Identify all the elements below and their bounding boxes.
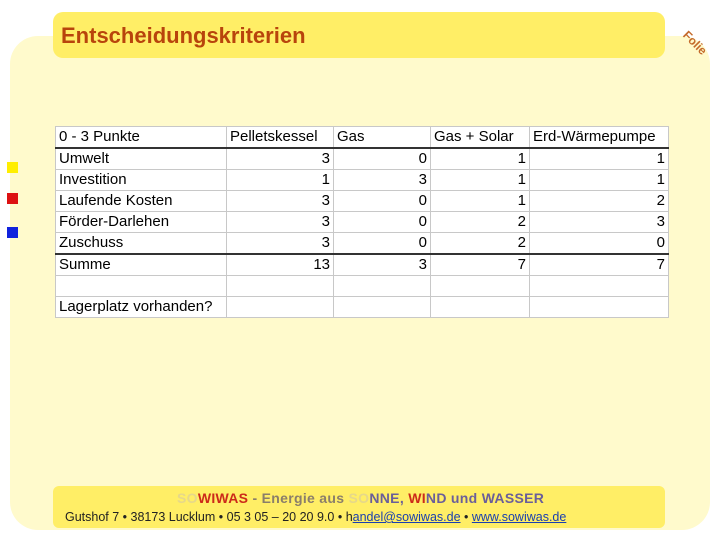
table-cell: 3	[334, 170, 431, 191]
corner-label: Folie	[680, 28, 710, 58]
title-bar	[53, 12, 665, 58]
tagline-part: NNE,	[369, 490, 409, 506]
empty-cell	[56, 276, 227, 297]
column-header: 0 - 3 Punkte	[56, 127, 227, 149]
blue-bullet-square	[7, 227, 18, 238]
row-label: Förder-Darlehen	[56, 212, 227, 233]
row-label: Summe	[56, 254, 227, 276]
table-cell: 1	[227, 170, 334, 191]
row-label: Investition	[56, 170, 227, 191]
empty-cell	[334, 297, 431, 318]
table-cell: 3	[530, 212, 669, 233]
empty-cell	[530, 297, 669, 318]
sum-cell: 13	[227, 254, 334, 276]
empty-cell	[431, 276, 530, 297]
table-cell: 0	[334, 191, 431, 212]
sum-cell: 7	[431, 254, 530, 276]
column-header: Erd-Wärmepumpe	[530, 127, 669, 149]
table-cell: 3	[227, 148, 334, 170]
table-header-row	[56, 127, 669, 149]
yellow-bullet-square	[7, 162, 18, 173]
tagline-part: WA	[481, 490, 505, 506]
table-row	[56, 212, 669, 233]
table-cell: 1	[431, 170, 530, 191]
table-row	[56, 191, 669, 212]
website-link[interactable]: www.sowiwas.de	[471, 510, 567, 524]
contact-line	[65, 510, 566, 524]
separator: •	[460, 510, 472, 524]
table-row	[56, 148, 669, 170]
tagline-part: ND und	[425, 490, 482, 506]
table-row	[56, 297, 669, 318]
footer-bar	[53, 486, 665, 528]
table-row	[56, 170, 669, 191]
page-title: Entscheidungskriterien	[61, 23, 306, 48]
empty-cell	[530, 276, 669, 297]
row-label: Lagerplatz vorhanden?	[56, 297, 227, 318]
tagline-part: WIWAS	[197, 490, 249, 506]
column-header: Gas + Solar	[431, 127, 530, 149]
email-prefix: h	[345, 510, 353, 524]
table-cell: 0	[334, 212, 431, 233]
tagline-part: SSER	[504, 490, 545, 506]
empty-cell	[431, 297, 530, 318]
table-cell: 2	[530, 191, 669, 212]
sum-cell: 3	[334, 254, 431, 276]
table-cell: 2	[431, 212, 530, 233]
tagline-part: SO	[348, 490, 370, 506]
table-row	[56, 233, 669, 255]
empty-cell	[227, 297, 334, 318]
red-bullet-square	[7, 193, 18, 204]
row-label: Laufende Kosten	[56, 191, 227, 212]
tagline	[177, 490, 544, 506]
email-link[interactable]: andel@sowiwas.de	[352, 510, 461, 524]
row-label: Zuschuss	[56, 233, 227, 255]
table-cell: 3	[227, 233, 334, 255]
table-cell: 1	[431, 148, 530, 170]
table-cell: 0	[334, 148, 431, 170]
empty-cell	[334, 276, 431, 297]
table-cell: 0	[530, 233, 669, 255]
table-cell: 0	[334, 233, 431, 255]
tagline-part: WI	[408, 490, 426, 506]
empty-cell	[227, 276, 334, 297]
tagline-part: SO	[177, 490, 198, 506]
table-cell: 1	[530, 148, 669, 170]
sum-cell: 7	[530, 254, 669, 276]
criteria-table	[55, 126, 669, 318]
table-cell: 1	[530, 170, 669, 191]
sum-row	[56, 254, 669, 276]
column-header: Pelletskessel	[227, 127, 334, 149]
empty-row	[56, 276, 669, 297]
column-header: Gas	[334, 127, 431, 149]
tagline-part: - Energie aus	[248, 490, 349, 506]
table-cell: 2	[431, 233, 530, 255]
table-cell: 1	[431, 191, 530, 212]
table-cell: 3	[227, 212, 334, 233]
table-cell: 3	[227, 191, 334, 212]
row-label: Umwelt	[56, 148, 227, 170]
contact-text: Gutshof 7 • 38173 Lucklum • 05 3 05 – 20 20 9.0 •	[65, 510, 346, 524]
